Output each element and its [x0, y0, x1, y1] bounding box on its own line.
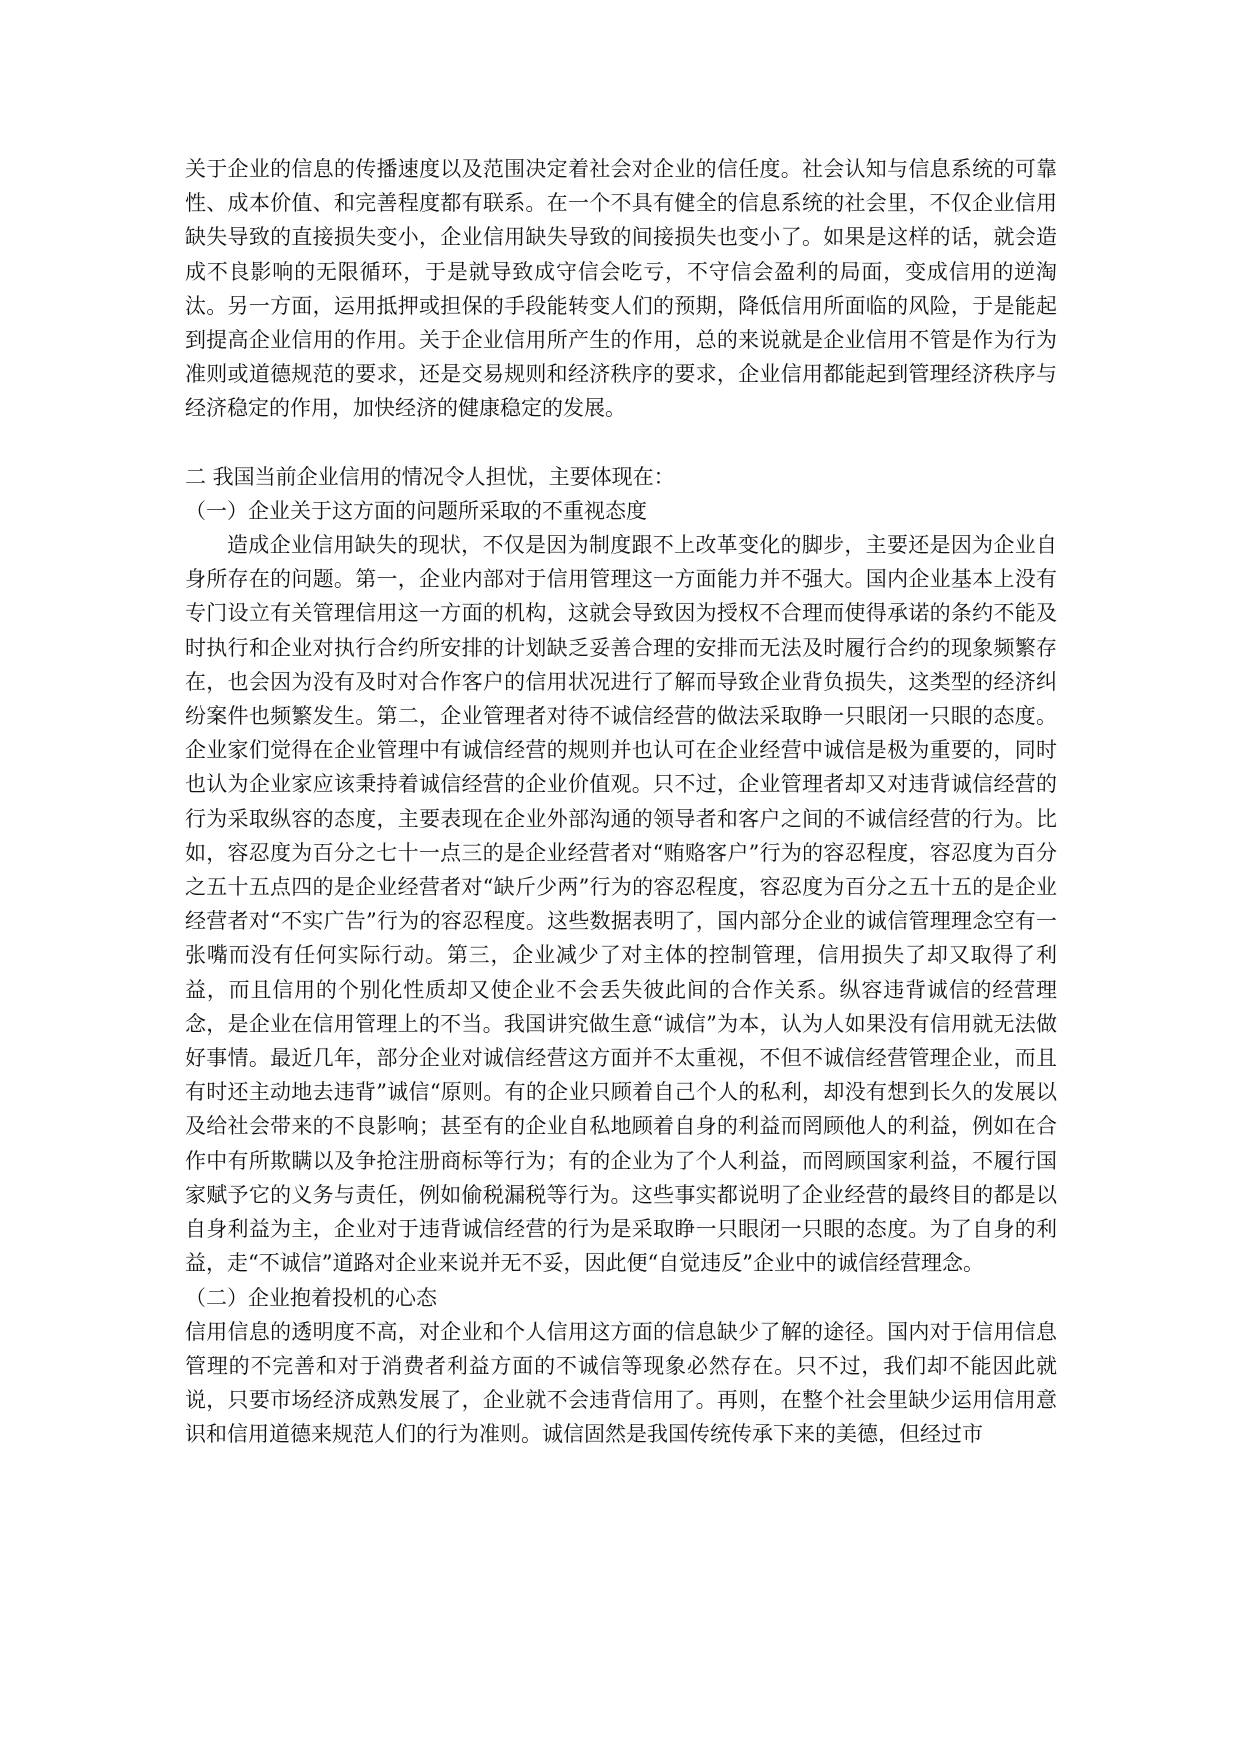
paragraph-gap	[185, 426, 1057, 460]
subheading-speculative-mindset: （二）企业抱着投机的心态	[185, 1285, 437, 1310]
paragraph-information-transparency: 信用信息的透明度不高，对企业和个人信用这方面的信息缺少了解的途径。国内对于信用信息管理的不完善和对于消费者利益方面的不诚信等现象必然存在。只不过，我们却不能因此就说，只要市场经济成熟发展了，企业就不会违背信用了。再则，在整个社会里缺少运用信用意识和信用道德来规范人们的行为准则。诚信固然是我国传统传承下来的美德，但经过市	[185, 1319, 1057, 1447]
subheading-neglect-attitude: （一）企业关于这方面的问题所采取的不重视态度	[185, 498, 647, 523]
document-page	[185, 152, 1057, 1452]
paragraph-credit-deficiency: 造成企业信用缺失的现状，不仅是因为制度跟不上改革变化的脚步，主要还是因为企业自身所存在的问题。第一，企业内部对于信用管理这一方面能力并不强大。国内企业基本上没有专门设立有关管理信用这一方面的机构，这就会导致因为授权不合理而使得承诺的条约不能及时执行和企业对执行合约所安排的计划缺乏妥善合理的安排而无法及时履行合约的现象频繁存在，也会因为没有及时对合作客户的信用状况进行了解而导致企业背负损失，这类型的经济纠纷案件也频繁发生。第二，企业管理者对待不诚信经营的做法采取睁一只眼闭一只眼的态度。企业家们觉得在企业管理中有诚信经营的规则并也认可在企业经营中诚信是极为重要的，同时也认为企业家应该秉持着诚信经营的企业价值观。只不过，企业管理者却又对违背诚信经营的行为采取纵容的态度，主要表现在企业外部沟通的领导者和客户之间的不诚信经营的行为。比如，容忍度为百分之七十一点三的是企业经营者对“贿赂客户”行为的容忍程度，容忍度为百分之五十五点四的是企业经营者对“缺斤少两”行为的容忍程度，容忍度为百分之五十五的是企业经营者对“不实广告”行为的容忍程度。这些数据表明了，国内部分企业的诚信管理理念空有一张嘴而没有任何实际行动。第三，企业减少了对主体的控制管理，信用损失了却又取得了利益，而且信用的个别化性质却又使企业不会丢失彼此间的合作关系。纵容违背诚信的经营理念，是企业在信用管理上的不当。我国讲究做生意“诚信”为本，认为人如果没有信用就无法做好事情。最近几年，部分企业对诚信经营这方面并不太重视，不但不诚信经营管理企业，而且有时还主动地去违背”诚信“原则。有的企业只顾着自己个人的私利，却没有想到长久的发展以及给社会带来的不良影响；甚至有的企业自私地顾着自身的利益而罔顾他人的利益，例如在合作中有所欺瞒以及争抢注册商标等行为；有的企业为了个人利益，而罔顾国家利益，不履行国家赋予它的义务与责任，例如偷税漏税等行为。这些事实都说明了企业经营的最终目的都是以自身利益为主，企业对于违背诚信经营的行为是采取睁一只眼闭一只眼的态度。为了自身的利益，走“不诚信”道路对企业来说并无不妥，因此便“自觉违反”企业中的诚信经营理念。	[185, 533, 1057, 1276]
section-heading: 二 我国当前企业信用的情况令人担忧，主要体现在：	[185, 464, 675, 489]
paragraph-credit-information: 关于企业的信息的传播速度以及范围决定着社会对企业的信任度。社会认知与信息系统的可靠性、成本价值、和完善程度都有联系。在一个不具有健全的信息系统的社会里，不仅企业信用缺失导致的直接损失变小，企业信用缺失导致的间接损失也变小了。如果是这样的话，就会造成不良影响的无限循环，于是就导致成守信会吃亏，不守信会盈利的局面，变成信用的逆淘汰。另一方面，运用抵押或担保的手段能转变人们的预期，降低信用所面临的风险，于是能起到提高企业信用的作用。关于企业信用所产生的作用，总的来说就是企业信用不管是作为行为准则或道德规范的要求，还是交易规则和经济秩序的要求，企业信用都能起到管理经济秩序与经济稳定的作用，加快经济的健康稳定的发展。	[185, 157, 1057, 421]
